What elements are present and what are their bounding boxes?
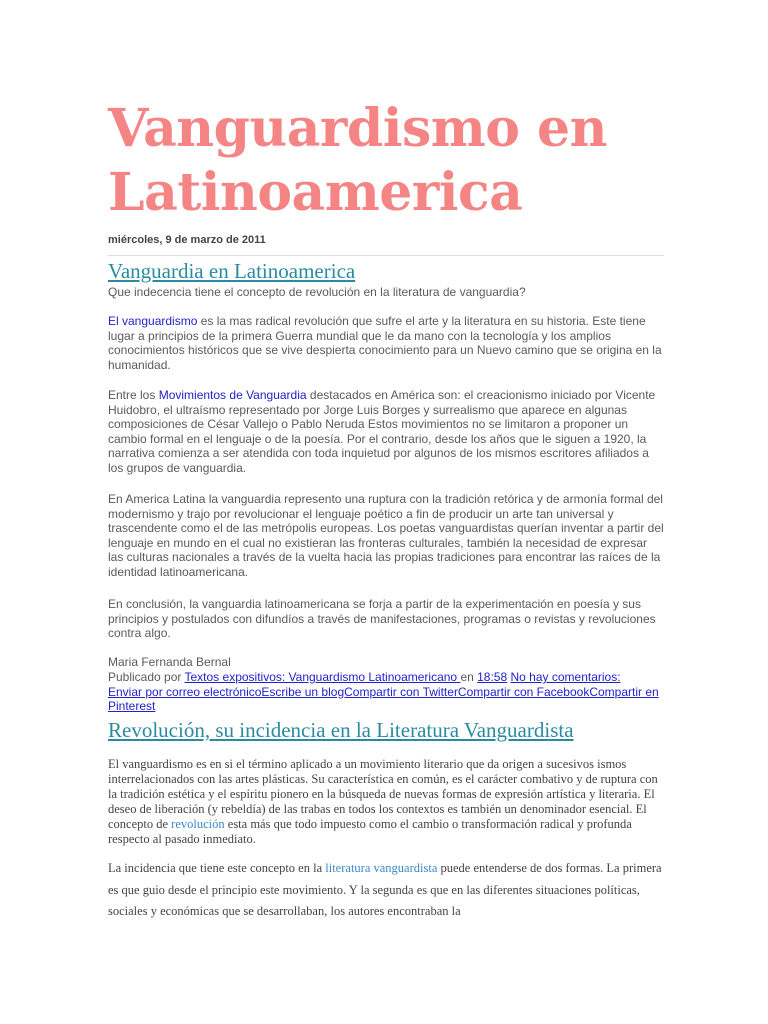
paragraph-5-post: esta más que todo impuesto como el cambio o transformación radical y profunda respecto al pasado inmediato. [108, 817, 632, 846]
post-title-text[interactable]: Revolución, su incidencia en la Literatura Vanguardista [108, 718, 574, 742]
paragraph-2 [108, 388, 664, 476]
paragraph-1-text: es la mas radical revolución que sufre el arte y la literatura en su historia. Este tiene lugar a principios de la primera Guerra mundial que le da mano con la tecnología y los amplios conocimientos históricos que se vive despierta conocimiento para un Nuevo camino que se origina en la humanidad. [108, 314, 662, 372]
post-title-revolucion[interactable] [108, 717, 574, 743]
post-intro: Que indecencia tiene el concepto de revolución en la literatura de vanguardia? [108, 285, 526, 299]
label-link[interactable]: Textos expositivos: Vanguardismo Latinoamericano [184, 670, 461, 684]
comments-link[interactable]: No hay comentarios: [510, 670, 621, 684]
link-revolucion[interactable]: revolución [171, 817, 225, 831]
paragraph-6-pre: La incidencia que tiene este concepto en la [108, 861, 326, 875]
link-literatura-vanguardista[interactable]: literatura vanguardista [325, 861, 438, 875]
paragraph-3: En America Latina la vanguardia represento una ruptura con la tradición retórica y de armonía formal del modernismo y trajo por revolucionar el lenguaje poético a fin de producir un arte tan universal y trascendente como el de las metrópolis europeas. Los poetas vanguardistas querían inventar a partir del lenguaje en mundo en el cual no existieran las fronteras culturales, también la necesidad de expresar las culturas nacionales a través de la vuelta hacia las propias tradiciones para encontrar las raíces de la identidad latinoamericana. [108, 492, 664, 579]
post-title-vanguardia[interactable] [108, 258, 355, 284]
link-movimientos[interactable]: Movimientos de Vanguardia [158, 388, 307, 402]
paragraph-1 [108, 314, 664, 372]
blog-title: Vanguardismo en Latinoamerica [108, 98, 607, 223]
post-date: miércoles, 9 de marzo de 2011 [108, 234, 266, 246]
paragraph-2-text: destacados en América son: el creacionismo iniciado por Vicente Huidobro, el ultraísmo representado por Jorge Luis Borges y surrealismo que aparece en algunas composiciones de César Vallejo o Pablo Neruda Estos movimientos no se limitaron a proponer un cambio formal en el lenguaje o de la poesía. Por el contrario, desde los años que le siguen a 1920, la narrativa comienza a ser atendida con toda inquietud por algunos de los mismos escritores afiliados a los grupos de vanguardia. [108, 388, 656, 475]
paragraph-5 [108, 757, 664, 847]
paragraph-6 [108, 858, 664, 923]
paragraph-4: En conclusión, la vanguardia latinoamericana se forja a partir de la experimentación en poesía y sus principios y postulados con difundíos a través de manifestaciones, programas o revistas y revoluciones contra algo. [108, 597, 656, 641]
post-title-text[interactable]: Vanguardia en Latinoamerica [108, 259, 356, 283]
paragraph-2-pre: Entre los [108, 388, 159, 402]
published-label: Publicado por [108, 670, 185, 684]
link-el-vanguardismo[interactable]: El vanguardismo [108, 314, 198, 328]
paragraph-5-pre: El vanguardismo es en si el término aplicado a un movimiento literario que da origen a sucesivos ismos interrelacionados con las artes plásticas. Su característica en común, es el carácter combativo y de ruptura con la tradición estética y el espíritu pionero en la búsqueda de nuevas formas de expresión artística y literaria. El deseo de liberación (y rebeldía) de las trabas en todos los contextos es también un denominador esencial. El concepto de [108, 757, 658, 831]
post-author: Maria Fernanda Bernal [108, 655, 231, 669]
share-links[interactable]: Enviar por correo electrónicoEscribe un blogCompartir con TwitterCompartir con FacebookCompartir en Pinterest [108, 684, 659, 714]
paragraph-6-post: puede entenderse de dos formas. La primera es que guio desde el principio este movimiento. Y la segunda es que en las diferentes situaciones políticas, sociales y económicas que se desarrollaban, los autores encontraban la [108, 861, 662, 918]
post-footer [108, 670, 664, 714]
time-link[interactable]: 18:58 [477, 670, 508, 684]
at-label: en [460, 670, 478, 684]
divider [108, 255, 664, 256]
